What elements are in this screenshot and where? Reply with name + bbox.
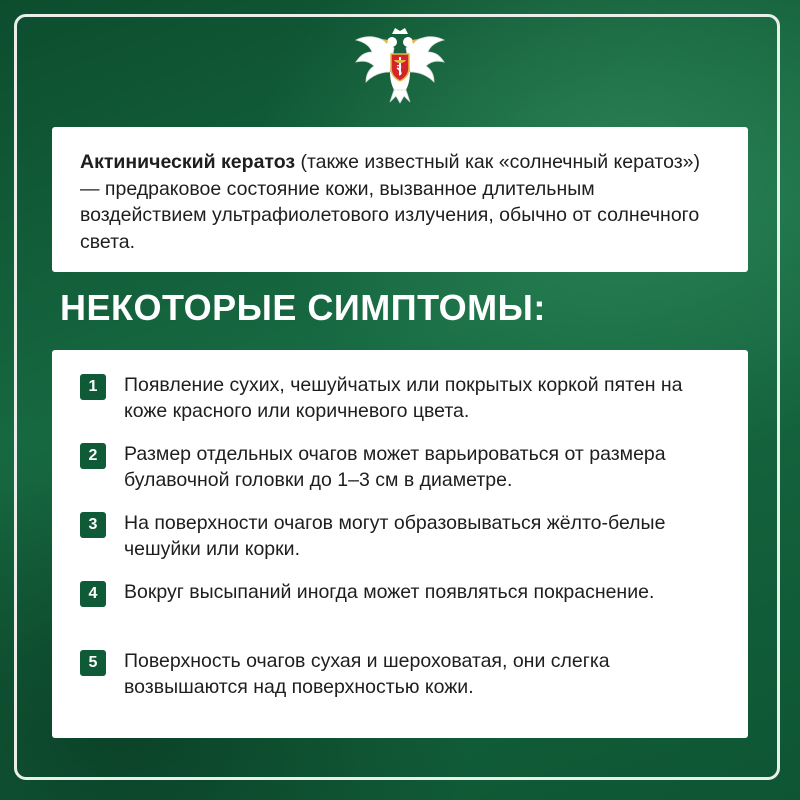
symptom-number-badge: 4 [80, 581, 106, 607]
double-headed-eagle-medical-emblem-icon [352, 26, 448, 104]
symptom-item [80, 580, 728, 649]
symptom-text: Поверхность очагов сухая и шероховатая, они слегка возвышаются над поверхностью кожи. [124, 650, 610, 698]
symptom-text: Размер отдельных очагов может варьироваться от размера булавочной головки до 1–3 см в диаметре. [124, 443, 666, 491]
definition-term: Актинический кератоз [80, 151, 296, 173]
symptom-item [80, 511, 728, 580]
symptoms-card [52, 350, 748, 738]
symptom-text: Вокруг высыпаний иногда может появляться покраснение. [124, 581, 655, 603]
symptom-number-badge: 1 [80, 374, 106, 400]
symptom-item [80, 373, 728, 442]
definition-card [52, 127, 748, 272]
definition-text: (также известный как «солнечный кератоз») — предраковое состояние кожи, вызванное длительным воздействием ультрафиолетового излучения, обычно от солнечного света. [80, 151, 701, 253]
symptom-number-badge: 2 [80, 443, 106, 469]
symptom-item [80, 442, 728, 511]
symptom-number-badge: 3 [80, 512, 106, 538]
symptom-text: Появление сухих, чешуйчатых или покрытых коркой пятен на коже красного или коричневого цвета. [124, 374, 683, 422]
symptom-number-badge: 5 [80, 650, 106, 676]
symptom-item [80, 649, 728, 718]
symptom-text: На поверхности очагов могут образовываться жёлто-белые чешуйки или корки. [124, 512, 666, 560]
section-title: НЕКОТОРЫЕ СИМПТОМЫ: [60, 287, 546, 328]
